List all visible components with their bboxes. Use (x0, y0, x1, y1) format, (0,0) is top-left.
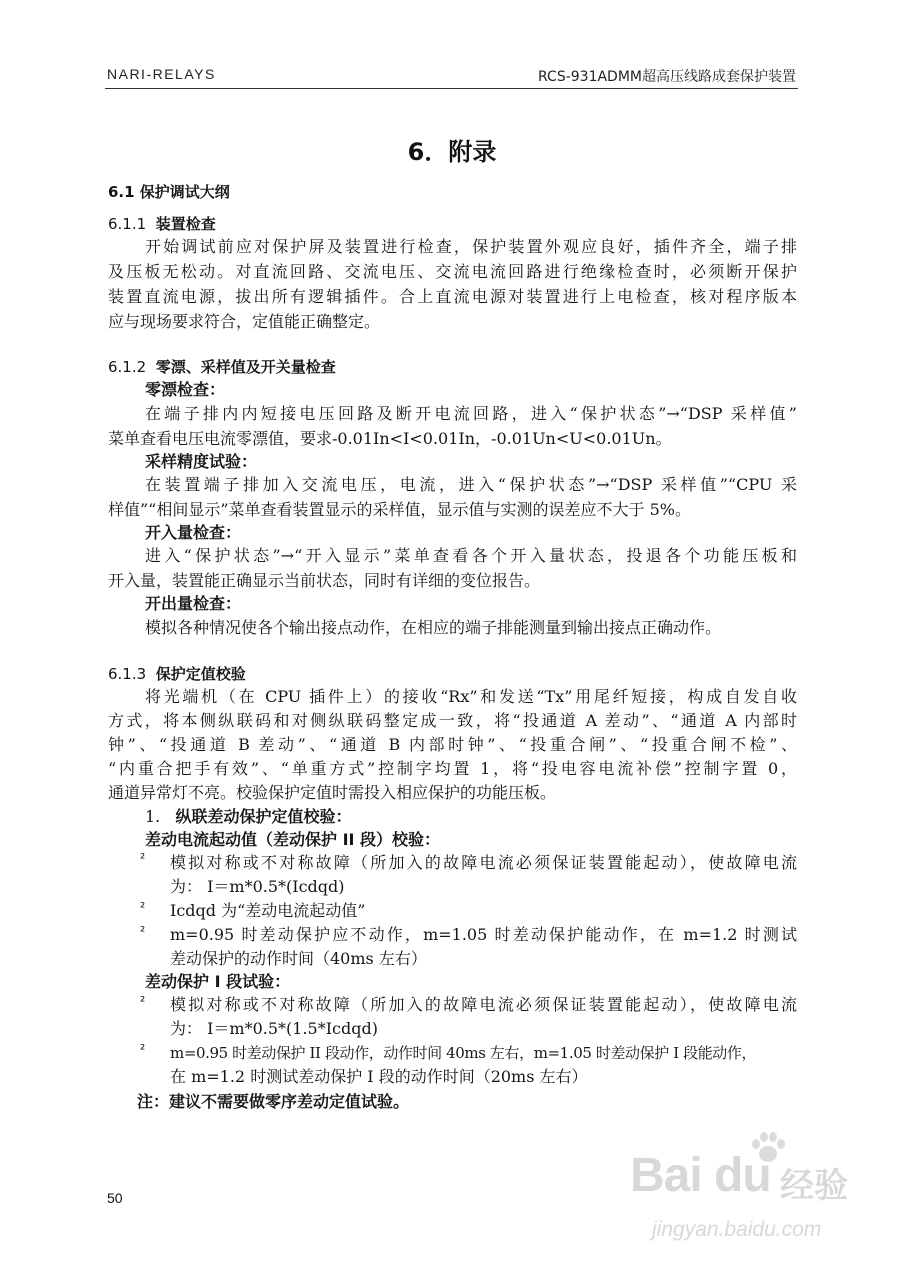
section-6-1-2-title: 零漂、采样值及开关量检查 (155, 358, 336, 376)
item-1-heading (145, 806, 352, 828)
diff-ii-heading: 差动电流起动值（差动保护 II 段）校验： (145, 830, 441, 849)
para-613-line-5: 通道异常灯不亮。校验保护定值时需投入相应保护的功能压板。 (108, 783, 557, 802)
sampling-line-1: 在装置端子排加入交流电压，电流，进入“保护状态”→“DSP 采样值”“CPU 采 (145, 475, 797, 494)
para-611-line-1: 开始调试前应对保护屏及装置进行检查，保护装置外观应良好，插件齐全，端子排 (145, 237, 797, 256)
bullet-marker: ² (140, 901, 146, 916)
diff-ii-bullet-3-line-1: m=0.95 时差动保护应不动作，m=1.05 时差动保护能动作，在 m=1.2 时测试 (170, 925, 797, 944)
binary-output-heading: 开出量检查： (145, 594, 242, 613)
item-1-title: 纵联差动保护定值校验： (175, 807, 352, 826)
para-613-line-4: “内重合把手有效”、“单重方式”控制字均置 1，将“投电容电流补偿”控制字置 0， (108, 759, 797, 778)
zero-drift-line-1: 在端子排内内短接电压回路及断开电流回路，进入“保护状态”→“DSP 采样值” (145, 404, 797, 423)
para-611-line-4: 应与现场要求符合，定值能正确整定。 (108, 312, 381, 331)
sampling-heading: 采样精度试验： (145, 452, 258, 471)
para-611-line-2: 及压板无松动。对直流回路、交流电压、交流电流回路进行绝缘检查时，必须断开保护 (108, 262, 797, 281)
zero-drift-heading: 零漂检查： (145, 380, 226, 399)
section-6-1-heading (108, 181, 230, 203)
diff-ii-bullet-3-line-2: 差动保护的动作时间（40ms 左右） (170, 949, 427, 968)
para-611-line-3: 装置直流电源，拔出所有逻辑插件。合上直流电源对装置进行上电检查，核对程序版本 (108, 287, 797, 306)
diff-ii-bullet-1-line-2: 为： I＝m*0.5*(Icdqd) (170, 877, 345, 896)
binary-input-heading: 开入量检查： (145, 523, 242, 542)
diff-ii-bullet-1-line-1: 模拟对称或不对称故障（所加入的故障电流必须保证装置能起动），使故障电流 (170, 853, 797, 872)
item-1-number: 1. (145, 807, 161, 826)
zero-drift-line-2: 菜单查看电压电流零漂值，要求-0.01In<I<0.01In，-0.01Un<U<0.01Un。 (108, 429, 672, 448)
bullet-marker: ² (140, 995, 146, 1010)
section-6-1-2-heading (108, 356, 336, 378)
note-text: 注：建议不需要做零序差动定值试验。 (137, 1092, 410, 1111)
bullet-marker: ² (140, 925, 146, 940)
binary-output-line-1: 模拟各种情况使各个输出接点动作，在相应的端子排能测量到输出接点正确动作。 (145, 618, 722, 637)
section-6-1-3-title: 保护定值校验 (155, 665, 246, 683)
page-title: 6．附录 (407, 138, 497, 166)
section-6-1-1-number: 6.1.1 (108, 215, 147, 233)
binary-input-line-1: 进入“保护状态”→“开入显示”菜单查看各个开入量状态，投退各个功能压板和 (145, 546, 797, 565)
diff-i-bullet-2-line-2: 在 m=1.2 时测试差动保护 I 段的动作时间（20ms 左右） (170, 1067, 588, 1086)
section-6-1-3-number: 6.1.3 (108, 665, 147, 683)
para-613-line-3: 钟”、“投通道 B 差动”、“通道 B 内部时钟”、“投重合闸”、“投重合闸不检”、 (108, 735, 797, 754)
watermark-brand: Bai du (630, 1149, 771, 1202)
page-number: 50 (107, 1190, 123, 1206)
watermark-url: jingyan.baidu.com (652, 1218, 822, 1241)
diff-i-bullet-2-line-1: m=0.95 时差动保护 II 段动作，动作时间 40ms 左右，m=1.05 时差动保护 I 段能动作， (170, 1044, 757, 1062)
section-6-1-2-number: 6.1.2 (108, 358, 147, 376)
section-6-1-1-heading (108, 213, 216, 235)
para-613-line-1: 将光端机（在 CPU 插件上）的接收“Rx”和发送“Tx”用尾纤短接，构成自发自收 (145, 687, 797, 706)
diff-i-heading: 差动保护 I 段试验： (145, 972, 291, 991)
header-company: NARI-RELAYS (107, 66, 216, 82)
section-6-1-title: 6.1 保护调试大纲 (108, 183, 230, 201)
header-product: RCS-931ADMM超高压线路成套保护装置 (538, 69, 796, 85)
bullet-marker: ² (140, 1043, 146, 1058)
binary-input-line-2: 开入量，装置能正确显示当前状态，同时有详细的变位报告。 (108, 571, 541, 590)
watermark-cn: 经验 (780, 1166, 848, 1206)
baidu-watermark (630, 1140, 870, 1260)
diff-i-bullet-1-line-1: 模拟对称或不对称故障（所加入的故障电流必须保证装置能起动），使故障电流 (170, 995, 797, 1014)
header-rule (105, 88, 798, 89)
section-6-1-3-heading (108, 663, 246, 685)
bullet-marker: ² (140, 852, 146, 867)
section-6-1-1-title: 装置检查 (155, 215, 216, 233)
diff-i-bullet-1-line-2: 为： I＝m*0.5*(1.5*Icdqd) (170, 1019, 378, 1038)
para-613-line-2: 方式，将本侧纵联码和对侧纵联码整定成一致，将“投通道 A 差动”、“通道 A 内部时 (108, 711, 797, 730)
diff-ii-bullet-2: Icdqd 为“差动电流起动值” (170, 901, 366, 920)
sampling-line-2: 样值”“相间显示”菜单查看装置显示的采样值，显示值与实测的误差应不大于 5%。 (108, 500, 692, 519)
